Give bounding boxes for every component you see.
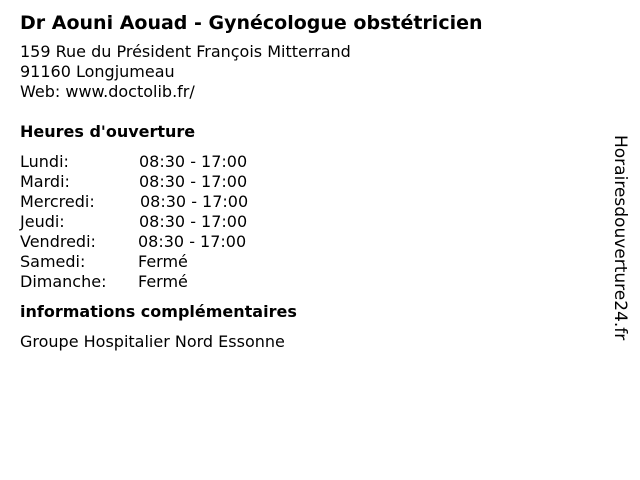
day-label: Vendredi: (20, 232, 96, 251)
page-title: Dr Aouni Aouad - Gynécologue obstétricien (20, 12, 483, 34)
time-value: 08:30 - 17:00 (140, 192, 249, 211)
day-label: Mardi: (20, 172, 70, 191)
day-label: Dimanche: (20, 272, 107, 291)
hours-row-wednesday (20, 192, 590, 212)
time-value: 08:30 - 17:00 (139, 152, 248, 171)
website-line: Web: www.doctolib.fr/ (20, 82, 195, 101)
hours-row-tuesday (20, 172, 590, 192)
city-address: 91160 Longjumeau (20, 62, 175, 81)
hours-heading: Heures d'ouverture (20, 122, 196, 141)
time-value: 08:30 - 17:00 (139, 172, 248, 191)
info-text: Groupe Hospitalier Nord Essonne (20, 332, 285, 351)
time-value: 08:30 - 17:00 (139, 212, 248, 231)
street-address: 159 Rue du Président François Mitterrand (20, 42, 351, 61)
time-value: Fermé (138, 252, 188, 271)
site-watermark: Horairesdouverture24.fr (610, 135, 630, 341)
time-value: Fermé (138, 272, 188, 291)
day-label: Lundi: (20, 152, 69, 171)
time-value: 08:30 - 17:00 (138, 232, 247, 251)
opening-hours-list (20, 152, 590, 292)
day-label: Jeudi: (20, 212, 65, 231)
hours-row-thursday (20, 212, 590, 232)
day-label: Samedi: (20, 252, 86, 271)
business-listing (20, 10, 590, 352)
hours-row-saturday (20, 252, 590, 272)
day-label: Mercredi: (20, 192, 95, 211)
hours-row-friday (20, 232, 590, 252)
hours-row-sunday (20, 272, 590, 292)
address-block (20, 42, 590, 102)
hours-row-monday (20, 152, 590, 172)
info-heading: informations complémentaires (20, 302, 297, 321)
